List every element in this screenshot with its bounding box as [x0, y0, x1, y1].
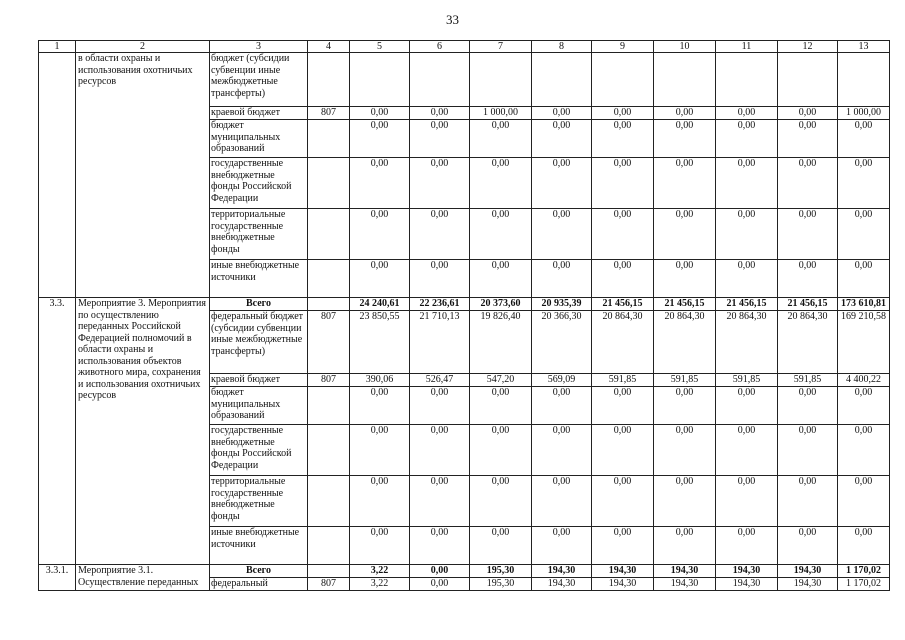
- value-cell: 0,00: [410, 260, 470, 298]
- value-cell: 0,00: [654, 120, 716, 158]
- value-cell: 1 170,02: [838, 578, 890, 591]
- funding-source-total: Всего: [210, 565, 308, 578]
- header-cell: 6: [410, 41, 470, 53]
- funding-source: бюджет муниципальных образований: [210, 120, 308, 158]
- budget-code: [308, 387, 350, 425]
- value-cell: 195,30: [470, 565, 532, 578]
- activity-name: Мероприятие 3.1. Осуществление переданных: [76, 565, 210, 591]
- budget-code: [308, 158, 350, 209]
- value-cell: 21 456,15: [778, 298, 838, 311]
- funding-source: федеральный: [210, 578, 308, 591]
- activity-name: Мероприятие 3. Мероприятия по осуществлению переданных Российской Федерацией полномочий в области охраны и использования объектов животного мира, сохранения и использования охотничьих ресурсов: [76, 298, 210, 565]
- value-cell: 0,00: [470, 158, 532, 209]
- value-cell: 21 456,15: [592, 298, 654, 311]
- funding-source: иные внебюджетные источники: [210, 260, 308, 298]
- value-cell: 194,30: [654, 565, 716, 578]
- value-cell: 0,00: [838, 476, 890, 527]
- value-cell: 0,00: [654, 425, 716, 476]
- value-cell: 0,00: [654, 209, 716, 260]
- header-cell: 3: [210, 41, 308, 53]
- value-cell: 0,00: [350, 209, 410, 260]
- header-cell: 13: [838, 41, 890, 53]
- value-cell: 195,30: [470, 578, 532, 591]
- value-cell: [532, 53, 592, 107]
- value-cell: 0,00: [410, 120, 470, 158]
- value-cell: 0,00: [838, 260, 890, 298]
- value-cell: 0,00: [778, 158, 838, 209]
- value-cell: 591,85: [778, 374, 838, 387]
- value-cell: 194,30: [778, 565, 838, 578]
- funding-source: бюджет муниципальных образований: [210, 387, 308, 425]
- funding-source: краевой бюджет: [210, 374, 308, 387]
- value-cell: 0,00: [470, 120, 532, 158]
- funding-source-total: Всего: [210, 298, 308, 311]
- budget-code: [308, 527, 350, 565]
- value-cell: 390,06: [350, 374, 410, 387]
- value-cell: 194,30: [716, 578, 778, 591]
- budget-code: [308, 53, 350, 107]
- value-cell: 0,00: [838, 209, 890, 260]
- value-cell: 169 210,58: [838, 311, 890, 374]
- table-row: [39, 53, 890, 107]
- value-cell: 1 170,02: [838, 565, 890, 578]
- funding-source: государственные внебюджетные фонды Российской Федерации: [210, 158, 308, 209]
- value-cell: 1 000,00: [470, 107, 532, 120]
- value-cell: 0,00: [778, 260, 838, 298]
- value-cell: 0,00: [778, 107, 838, 120]
- header-cell: 5: [350, 41, 410, 53]
- value-cell: 20 373,60: [470, 298, 532, 311]
- row-index: [39, 53, 76, 298]
- value-cell: 0,00: [716, 120, 778, 158]
- value-cell: [778, 53, 838, 107]
- total-row: [39, 298, 890, 311]
- value-cell: 1 000,00: [838, 107, 890, 120]
- budget-code: [308, 209, 350, 260]
- header-cell: 9: [592, 41, 654, 53]
- value-cell: 591,85: [716, 374, 778, 387]
- value-cell: 0,00: [716, 260, 778, 298]
- funding-source: федеральный бюджет (субсидии субвенции иные межбюджетные трансферты): [210, 311, 308, 374]
- funding-source: территориальные государственные внебюджетные фонды: [210, 209, 308, 260]
- value-cell: 0,00: [350, 527, 410, 565]
- funding-source: бюджет (субсидии субвенции иные межбюджетные трансферты): [210, 53, 308, 107]
- value-cell: 0,00: [654, 527, 716, 565]
- header-row: [39, 41, 890, 53]
- value-cell: 0,00: [654, 476, 716, 527]
- total-row: [39, 565, 890, 578]
- value-cell: 0,00: [592, 527, 654, 565]
- value-cell: 0,00: [592, 425, 654, 476]
- budget-code: 807: [308, 578, 350, 591]
- budget-code: 807: [308, 374, 350, 387]
- value-cell: 194,30: [532, 578, 592, 591]
- value-cell: 3,22: [350, 565, 410, 578]
- value-cell: 4 400,22: [838, 374, 890, 387]
- value-cell: 547,20: [470, 374, 532, 387]
- value-cell: 0,00: [470, 387, 532, 425]
- value-cell: 0,00: [716, 209, 778, 260]
- value-cell: 0,00: [410, 565, 470, 578]
- value-cell: 0,00: [350, 425, 410, 476]
- value-cell: 0,00: [592, 120, 654, 158]
- value-cell: 194,30: [592, 578, 654, 591]
- value-cell: 0,00: [532, 476, 592, 527]
- header-cell: 4: [308, 41, 350, 53]
- header-cell: 12: [778, 41, 838, 53]
- value-cell: 0,00: [350, 107, 410, 120]
- page-number: 33: [446, 12, 459, 27]
- value-cell: [470, 53, 532, 107]
- value-cell: 0,00: [532, 425, 592, 476]
- value-cell: 0,00: [350, 120, 410, 158]
- value-cell: 0,00: [592, 260, 654, 298]
- value-cell: 23 850,55: [350, 311, 410, 374]
- value-cell: [410, 53, 470, 107]
- value-cell: 0,00: [592, 107, 654, 120]
- value-cell: 0,00: [410, 387, 470, 425]
- value-cell: 0,00: [654, 387, 716, 425]
- row-index: 3.3.: [39, 298, 76, 565]
- value-cell: 20 864,30: [592, 311, 654, 374]
- header-cell: 1: [39, 41, 76, 53]
- value-cell: 0,00: [778, 476, 838, 527]
- value-cell: 0,00: [592, 158, 654, 209]
- value-cell: [350, 53, 410, 107]
- value-cell: 591,85: [654, 374, 716, 387]
- value-cell: 0,00: [778, 527, 838, 565]
- value-cell: 0,00: [592, 387, 654, 425]
- value-cell: 0,00: [350, 158, 410, 209]
- value-cell: 194,30: [592, 565, 654, 578]
- value-cell: 20 864,30: [716, 311, 778, 374]
- value-cell: 0,00: [838, 120, 890, 158]
- value-cell: 0,00: [778, 120, 838, 158]
- value-cell: 20 864,30: [778, 311, 838, 374]
- value-cell: 569,09: [532, 374, 592, 387]
- value-cell: 173 610,81: [838, 298, 890, 311]
- value-cell: 0,00: [532, 527, 592, 565]
- value-cell: 0,00: [778, 387, 838, 425]
- budget-code: 807: [308, 107, 350, 120]
- budget-code: [308, 120, 350, 158]
- header-cell: 10: [654, 41, 716, 53]
- value-cell: 0,00: [592, 476, 654, 527]
- value-cell: 0,00: [410, 578, 470, 591]
- value-cell: 0,00: [350, 476, 410, 527]
- budget-code: [308, 425, 350, 476]
- value-cell: 0,00: [778, 209, 838, 260]
- value-cell: 0,00: [410, 527, 470, 565]
- value-cell: 0,00: [470, 260, 532, 298]
- value-cell: 0,00: [716, 387, 778, 425]
- value-cell: 21 456,15: [716, 298, 778, 311]
- budget-code: [308, 260, 350, 298]
- value-cell: 194,30: [716, 565, 778, 578]
- value-cell: 194,30: [654, 578, 716, 591]
- value-cell: 194,30: [532, 565, 592, 578]
- value-cell: 0,00: [532, 209, 592, 260]
- value-cell: 19 826,40: [470, 311, 532, 374]
- value-cell: 20 935,39: [532, 298, 592, 311]
- funding-source: государственные внебюджетные фонды Российской Федерации: [210, 425, 308, 476]
- value-cell: 0,00: [716, 476, 778, 527]
- value-cell: [716, 53, 778, 107]
- value-cell: [838, 53, 890, 107]
- value-cell: 24 240,61: [350, 298, 410, 311]
- value-cell: 0,00: [716, 107, 778, 120]
- value-cell: [654, 53, 716, 107]
- value-cell: 0,00: [716, 425, 778, 476]
- funding-source: краевой бюджет: [210, 107, 308, 120]
- header-cell: 11: [716, 41, 778, 53]
- value-cell: 0,00: [778, 425, 838, 476]
- value-cell: 0,00: [470, 209, 532, 260]
- value-cell: 0,00: [470, 425, 532, 476]
- budget-table: [38, 40, 890, 591]
- budget-code: [308, 298, 350, 311]
- value-cell: 526,47: [410, 374, 470, 387]
- header-cell: 7: [470, 41, 532, 53]
- value-cell: 0,00: [410, 107, 470, 120]
- value-cell: 0,00: [716, 158, 778, 209]
- header-cell: 2: [76, 41, 210, 53]
- value-cell: [592, 53, 654, 107]
- value-cell: 0,00: [654, 260, 716, 298]
- value-cell: 0,00: [838, 527, 890, 565]
- value-cell: 194,30: [778, 578, 838, 591]
- header-cell: 8: [532, 41, 592, 53]
- value-cell: 20 366,30: [532, 311, 592, 374]
- value-cell: 0,00: [532, 120, 592, 158]
- budget-code: [308, 476, 350, 527]
- value-cell: 0,00: [410, 425, 470, 476]
- value-cell: 0,00: [838, 158, 890, 209]
- value-cell: 3,22: [350, 578, 410, 591]
- row-index: 3.3.1.: [39, 565, 76, 591]
- value-cell: 0,00: [410, 209, 470, 260]
- value-cell: 591,85: [592, 374, 654, 387]
- value-cell: 0,00: [350, 387, 410, 425]
- value-cell: 0,00: [654, 107, 716, 120]
- value-cell: 0,00: [838, 387, 890, 425]
- value-cell: 0,00: [654, 158, 716, 209]
- value-cell: 0,00: [532, 260, 592, 298]
- activity-name: в области охраны и использования охотничьих ресурсов: [76, 53, 210, 298]
- budget-code: [308, 565, 350, 578]
- value-cell: 0,00: [410, 476, 470, 527]
- funding-source: иные внебюджетные источники: [210, 527, 308, 565]
- funding-source: территориальные государственные внебюджетные фонды: [210, 476, 308, 527]
- value-cell: 0,00: [532, 158, 592, 209]
- value-cell: 0,00: [716, 527, 778, 565]
- value-cell: 0,00: [470, 476, 532, 527]
- value-cell: 22 236,61: [410, 298, 470, 311]
- value-cell: 0,00: [532, 107, 592, 120]
- value-cell: 0,00: [350, 260, 410, 298]
- budget-code: 807: [308, 311, 350, 374]
- value-cell: 0,00: [532, 387, 592, 425]
- value-cell: 0,00: [838, 425, 890, 476]
- value-cell: 21 710,13: [410, 311, 470, 374]
- value-cell: 21 456,15: [654, 298, 716, 311]
- value-cell: 0,00: [470, 527, 532, 565]
- value-cell: 0,00: [592, 209, 654, 260]
- value-cell: 20 864,30: [654, 311, 716, 374]
- value-cell: 0,00: [410, 158, 470, 209]
